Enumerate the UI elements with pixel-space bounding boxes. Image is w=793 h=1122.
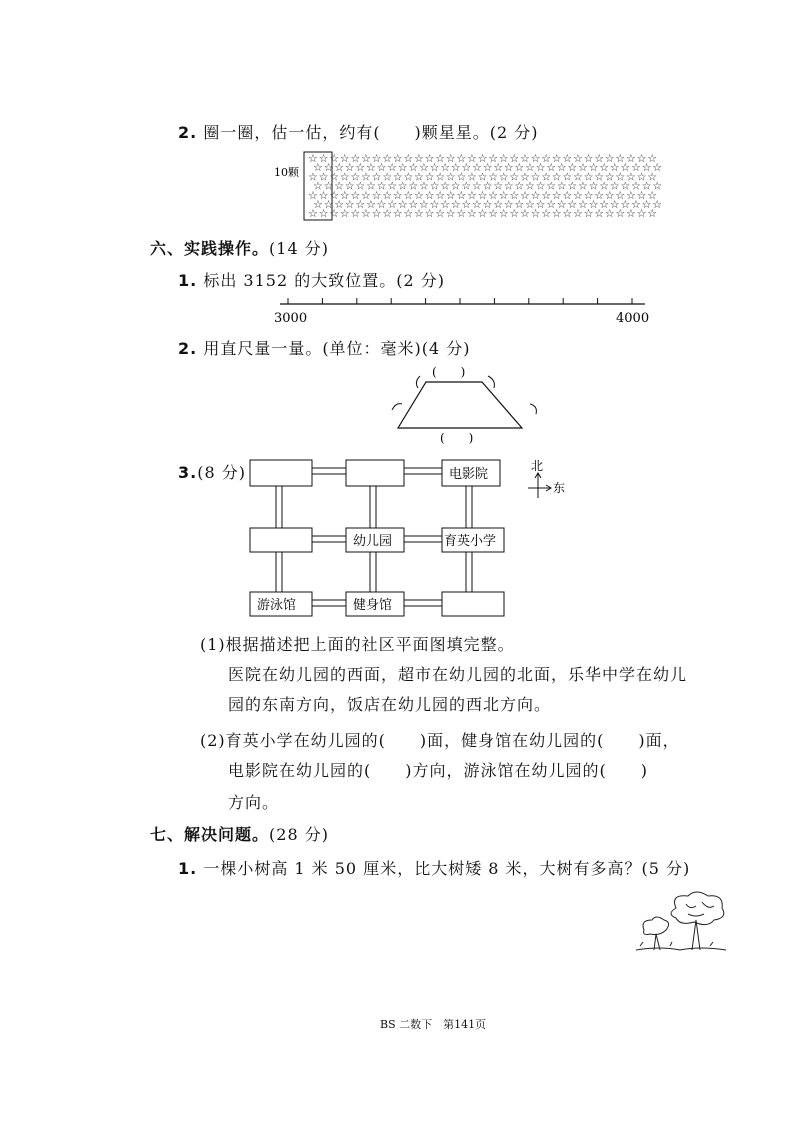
q6-3-sub1-line2: 园的东南方向，饭店在幼儿园的西北方向。 xyxy=(228,695,552,714)
star-mark: ☆ xyxy=(482,179,493,193)
star-mark: ☆ xyxy=(588,161,599,175)
star-mark: ☆ xyxy=(382,207,393,221)
star-mark: ☆ xyxy=(387,161,398,175)
star-mark: ☆ xyxy=(334,179,345,193)
compass-north-label: 北 xyxy=(531,459,544,473)
star-mark: ☆ xyxy=(461,198,472,211)
star-mark: ☆ xyxy=(414,152,424,165)
q5-2-line xyxy=(178,120,539,143)
star-mark: ☆ xyxy=(636,207,647,221)
star-mark: ☆ xyxy=(594,207,605,221)
star-mark: ☆ xyxy=(488,207,499,221)
star-mark: ☆ xyxy=(509,170,520,184)
star-mark: ☆ xyxy=(403,188,414,202)
q6-3-sub2-line3: 方向。 xyxy=(228,793,280,812)
star-mark: ☆ xyxy=(556,161,567,175)
star-mark: ☆ xyxy=(329,188,340,202)
star-mark: ☆ xyxy=(626,152,636,165)
star-mark: ☆ xyxy=(503,179,514,193)
q6-2-number: 2. xyxy=(178,339,198,358)
star-mark: ☆ xyxy=(467,207,477,221)
star-mark: ☆ xyxy=(641,179,652,193)
map-box-west xyxy=(250,528,312,552)
page-footer: BS 二数下 第141页 xyxy=(380,1018,487,1031)
map-box-northwest xyxy=(250,460,312,486)
section7-title: 七、解决问题。 xyxy=(150,825,270,844)
star-mark: ☆ xyxy=(376,161,387,175)
map-label-gym: 健身馆 xyxy=(353,598,393,613)
star-mark: ☆ xyxy=(583,152,594,165)
star-mark: ☆ xyxy=(339,170,350,184)
star-mark: ☆ xyxy=(573,207,583,221)
star-mark: ☆ xyxy=(450,179,461,193)
star-mark: ☆ xyxy=(308,152,318,165)
star-mark: ☆ xyxy=(424,170,435,184)
star-mark: ☆ xyxy=(461,179,472,193)
star-mark: ☆ xyxy=(498,170,509,184)
star-mark: ☆ xyxy=(520,170,530,184)
number-line xyxy=(270,290,660,330)
left-side-paren-mark xyxy=(392,404,402,410)
star-mark: ☆ xyxy=(361,207,371,221)
star-mark: ☆ xyxy=(647,170,658,184)
star-mark: ☆ xyxy=(551,170,562,184)
star-mark: ☆ xyxy=(414,188,424,202)
star-mark: ☆ xyxy=(620,179,631,193)
section7-score: (28 分) xyxy=(269,825,329,844)
star-mark: ☆ xyxy=(530,152,541,165)
star-mark: ☆ xyxy=(488,188,499,202)
star-mark: ☆ xyxy=(493,179,504,193)
trapezoid-shape xyxy=(398,382,522,428)
star-mark: ☆ xyxy=(376,179,387,193)
star-mark: ☆ xyxy=(445,170,456,184)
star-mark: ☆ xyxy=(392,207,403,221)
star-mark: ☆ xyxy=(498,188,509,202)
star-mark: ☆ xyxy=(445,207,456,221)
star-mark: ☆ xyxy=(583,170,594,184)
star-mark: ☆ xyxy=(541,170,552,184)
star-mark: ☆ xyxy=(609,179,620,193)
star-mark: ☆ xyxy=(525,161,535,175)
star-mark: ☆ xyxy=(414,207,424,221)
star-mark: ☆ xyxy=(514,198,525,211)
q6-3-score: (8 分) xyxy=(197,463,246,482)
star-mark: ☆ xyxy=(440,198,451,211)
star-mark: ☆ xyxy=(604,152,615,165)
star-mark: ☆ xyxy=(339,188,350,202)
star-mark: ☆ xyxy=(419,179,429,193)
star-mark: ☆ xyxy=(530,170,541,184)
star-mark: ☆ xyxy=(477,188,488,202)
star-mark: ☆ xyxy=(467,170,477,184)
map-box-southeast xyxy=(442,592,504,616)
star-mark: ☆ xyxy=(530,188,541,202)
star-mark: ☆ xyxy=(520,152,530,165)
star-mark: ☆ xyxy=(429,179,440,193)
star-mark: ☆ xyxy=(520,188,530,202)
star-mark: ☆ xyxy=(562,152,573,165)
star-mark: ☆ xyxy=(583,207,594,221)
star-mark: ☆ xyxy=(647,152,658,165)
star-mark: ☆ xyxy=(376,198,387,211)
star-mark: ☆ xyxy=(609,161,620,175)
star-mark: ☆ xyxy=(615,152,626,165)
star-mark: ☆ xyxy=(435,188,446,202)
star-mark: ☆ xyxy=(647,188,658,202)
q6-3-sub2-line2: 电影院在幼儿园的( )方向，游泳馆在幼儿园的( ) xyxy=(228,761,648,780)
star-mark: ☆ xyxy=(652,179,663,193)
star-mark: ☆ xyxy=(588,179,599,193)
star-mark: ☆ xyxy=(578,179,588,193)
star-mark: ☆ xyxy=(344,198,355,211)
star-mark: ☆ xyxy=(652,198,663,211)
star-mark: ☆ xyxy=(604,207,615,221)
star-mark: ☆ xyxy=(641,161,652,175)
q6-3-sub1-line1: 医院在幼儿园的西面，超市在幼儿园的北面，乐华中学在幼儿 xyxy=(228,665,688,684)
star-mark: ☆ xyxy=(456,188,467,202)
star-mark: ☆ xyxy=(626,207,636,221)
map-label-cinema: 电影院 xyxy=(449,467,489,482)
star-mark: ☆ xyxy=(477,170,488,184)
star-mark: ☆ xyxy=(323,161,334,175)
star-mark: ☆ xyxy=(546,161,557,175)
star-mark: ☆ xyxy=(329,207,340,221)
q5-2-text: 圈一圈，估一估，约有( )颗星星。(2 分) xyxy=(203,123,539,142)
star-mark: ☆ xyxy=(541,207,552,221)
star-mark: ☆ xyxy=(573,170,583,184)
map-label-school: 育英小学 xyxy=(444,534,497,549)
star-mark: ☆ xyxy=(509,152,520,165)
star-mark: ☆ xyxy=(450,198,461,211)
star-mark: ☆ xyxy=(435,152,446,165)
star-mark: ☆ xyxy=(509,188,520,202)
star-mark: ☆ xyxy=(334,198,345,211)
star-mark: ☆ xyxy=(329,170,340,184)
section7-heading xyxy=(150,822,329,845)
star-mark: ☆ xyxy=(461,161,472,175)
number-line-start-label: 3000 xyxy=(274,311,308,326)
star-mark: ☆ xyxy=(403,152,414,165)
star-mark: ☆ xyxy=(636,170,647,184)
community-map xyxy=(246,456,576,622)
compass xyxy=(528,459,565,498)
q6-2-line xyxy=(178,336,471,359)
star-mark: ☆ xyxy=(467,188,477,202)
star-mark: ☆ xyxy=(355,179,366,193)
star-mark: ☆ xyxy=(424,152,435,165)
star-mark: ☆ xyxy=(594,188,605,202)
star-mark: ☆ xyxy=(387,179,398,193)
star-mark: ☆ xyxy=(456,207,467,221)
number-line-end-label: 4000 xyxy=(616,311,650,326)
q6-1-line xyxy=(178,268,445,291)
star-mark: ☆ xyxy=(641,198,652,211)
star-mark: ☆ xyxy=(419,161,429,175)
star-mark: ☆ xyxy=(477,152,488,165)
star-mark: ☆ xyxy=(567,161,578,175)
star-mark: ☆ xyxy=(318,188,329,202)
trapezoid-figure xyxy=(380,362,550,448)
star-mark: ☆ xyxy=(445,188,456,202)
star-mark: ☆ xyxy=(631,179,641,193)
star-mark: ☆ xyxy=(615,170,626,184)
star-mark: ☆ xyxy=(493,161,504,175)
star-mark: ☆ xyxy=(366,179,376,193)
star-mark: ☆ xyxy=(567,198,578,211)
star-mark: ☆ xyxy=(355,161,366,175)
star-mark: ☆ xyxy=(313,161,323,175)
star-mark: ☆ xyxy=(509,207,520,221)
star-mark: ☆ xyxy=(429,198,440,211)
star-mark: ☆ xyxy=(472,179,482,193)
star-mark: ☆ xyxy=(424,188,435,202)
star-mark: ☆ xyxy=(546,179,557,193)
star-mark: ☆ xyxy=(615,207,626,221)
star-mark: ☆ xyxy=(408,161,419,175)
star-mark: ☆ xyxy=(350,207,361,221)
star-mark: ☆ xyxy=(318,152,329,165)
star-mark: ☆ xyxy=(525,179,535,193)
star-mark: ☆ xyxy=(308,170,318,184)
star-mark: ☆ xyxy=(604,188,615,202)
right-side-paren-mark xyxy=(530,404,536,414)
star-mark: ☆ xyxy=(313,198,323,211)
star-mark: ☆ xyxy=(530,207,541,221)
star-mark: ☆ xyxy=(588,198,599,211)
star-mark: ☆ xyxy=(403,207,414,221)
star-mark: ☆ xyxy=(329,152,340,165)
star-mark: ☆ xyxy=(482,161,493,175)
star-mark: ☆ xyxy=(387,198,398,211)
star-mark: ☆ xyxy=(419,198,429,211)
top-measure-paren: ( ) xyxy=(432,365,466,379)
q6-3-sub1-label: (1)根据描述把上面的社区平面图填完整。 xyxy=(200,635,515,654)
q6-2-text: 用直尺量一量。(单位：毫米)(4 分) xyxy=(203,339,471,358)
star-mark: ☆ xyxy=(525,198,535,211)
star-mark: ☆ xyxy=(397,161,408,175)
left-top-paren-mark xyxy=(416,376,420,388)
q7-1-text: 一棵小树高 1 米 50 厘米，比大树矮 8 米，大树有多高？(5 分) xyxy=(203,859,691,878)
star-mark: ☆ xyxy=(578,161,588,175)
section6-score: (14 分) xyxy=(269,239,329,258)
star-mark: ☆ xyxy=(578,198,588,211)
star-mark: ☆ xyxy=(503,161,514,175)
star-mark: ☆ xyxy=(339,152,350,165)
q6-3-sub2-line1: (2)育英小学在幼儿园的( )面，健身馆在幼儿园的( )面， xyxy=(200,731,680,750)
star-mark: ☆ xyxy=(604,170,615,184)
star-mark: ☆ xyxy=(488,170,499,184)
star-mark: ☆ xyxy=(498,207,509,221)
star-mark: ☆ xyxy=(334,161,345,175)
number-line-ticks xyxy=(288,298,632,304)
star-mark: ☆ xyxy=(573,188,583,202)
trees-illustration xyxy=(630,890,730,954)
star-mark: ☆ xyxy=(429,161,440,175)
star-mark: ☆ xyxy=(435,170,446,184)
star-mark: ☆ xyxy=(556,198,567,211)
star-mark: ☆ xyxy=(435,207,446,221)
star-mark: ☆ xyxy=(313,179,323,193)
section6-title: 六、实践操作。 xyxy=(150,239,270,258)
star-mark: ☆ xyxy=(503,198,514,211)
star-mark: ☆ xyxy=(514,179,525,193)
star-mark: ☆ xyxy=(599,179,610,193)
star-mark: ☆ xyxy=(514,161,525,175)
map-box-north xyxy=(346,460,404,486)
star-mark: ☆ xyxy=(556,179,567,193)
star-mark: ☆ xyxy=(361,188,371,202)
star-mark: ☆ xyxy=(344,179,355,193)
star-mark: ☆ xyxy=(445,152,456,165)
star-mark: ☆ xyxy=(382,170,393,184)
star-mark: ☆ xyxy=(382,188,393,202)
star-mark: ☆ xyxy=(308,188,318,202)
star-mark: ☆ xyxy=(636,188,647,202)
star-mark: ☆ xyxy=(631,198,641,211)
star-mark: ☆ xyxy=(323,198,334,211)
star-mark: ☆ xyxy=(599,198,610,211)
star-mark: ☆ xyxy=(371,170,382,184)
section6-heading xyxy=(150,236,329,259)
star-mark: ☆ xyxy=(562,207,573,221)
star-mark: ☆ xyxy=(551,152,562,165)
star-mark: ☆ xyxy=(308,207,318,221)
q7-1-line xyxy=(178,856,690,879)
star-mark: ☆ xyxy=(440,179,451,193)
stars-group xyxy=(308,152,662,220)
ten-stars-label: 10颗 xyxy=(274,166,299,179)
right-top-paren-mark xyxy=(488,376,494,388)
star-mark: ☆ xyxy=(408,198,419,211)
star-mark: ☆ xyxy=(361,152,371,165)
star-mark: ☆ xyxy=(562,188,573,202)
star-mark: ☆ xyxy=(350,170,361,184)
star-mark: ☆ xyxy=(456,152,467,165)
star-mark: ☆ xyxy=(573,152,583,165)
star-mark: ☆ xyxy=(551,188,562,202)
star-mark: ☆ xyxy=(371,207,382,221)
star-mark: ☆ xyxy=(344,161,355,175)
star-mark: ☆ xyxy=(339,207,350,221)
star-mark: ☆ xyxy=(477,207,488,221)
star-mark: ☆ xyxy=(599,161,610,175)
star-mark: ☆ xyxy=(472,198,482,211)
star-mark: ☆ xyxy=(493,198,504,211)
star-mark: ☆ xyxy=(594,170,605,184)
star-mark: ☆ xyxy=(551,207,562,221)
star-mark: ☆ xyxy=(467,152,477,165)
star-mark: ☆ xyxy=(392,188,403,202)
bottom-measure-paren: ( ) xyxy=(440,431,474,445)
star-grid xyxy=(270,148,663,224)
star-mark: ☆ xyxy=(371,152,382,165)
star-mark: ☆ xyxy=(594,152,605,165)
star-mark: ☆ xyxy=(408,179,419,193)
q6-3-line xyxy=(178,460,246,483)
star-mark: ☆ xyxy=(620,198,631,211)
star-mark: ☆ xyxy=(488,152,499,165)
star-mark: ☆ xyxy=(535,161,546,175)
star-mark: ☆ xyxy=(450,161,461,175)
star-mark: ☆ xyxy=(636,152,647,165)
star-mark: ☆ xyxy=(482,198,493,211)
star-mark: ☆ xyxy=(392,170,403,184)
star-mark: ☆ xyxy=(440,161,451,175)
star-mark: ☆ xyxy=(318,207,329,221)
star-mark: ☆ xyxy=(541,188,552,202)
star-mark: ☆ xyxy=(366,198,376,211)
star-mark: ☆ xyxy=(631,161,641,175)
star-mark: ☆ xyxy=(620,161,631,175)
star-mark: ☆ xyxy=(535,198,546,211)
star-mark: ☆ xyxy=(392,152,403,165)
star-mark: ☆ xyxy=(472,161,482,175)
q6-1-number: 1. xyxy=(178,271,198,290)
star-mark: ☆ xyxy=(583,188,594,202)
star-mark: ☆ xyxy=(647,207,658,221)
star-mark: ☆ xyxy=(403,170,414,184)
star-mark: ☆ xyxy=(520,207,530,221)
star-mark: ☆ xyxy=(382,152,393,165)
star-mark: ☆ xyxy=(535,179,546,193)
q7-1-number: 1. xyxy=(178,859,198,878)
star-mark: ☆ xyxy=(567,179,578,193)
star-mark: ☆ xyxy=(626,188,636,202)
map-label-kindergarten: 幼儿园 xyxy=(353,534,393,549)
star-mark: ☆ xyxy=(541,152,552,165)
q6-3-number: 3. xyxy=(178,463,198,482)
star-mark: ☆ xyxy=(414,170,424,184)
star-mark: ☆ xyxy=(397,179,408,193)
star-mark: ☆ xyxy=(652,161,663,175)
star-mark: ☆ xyxy=(424,207,435,221)
star-mark: ☆ xyxy=(562,170,573,184)
star-mark: ☆ xyxy=(323,179,334,193)
star-mark: ☆ xyxy=(609,198,620,211)
star-mark: ☆ xyxy=(456,170,467,184)
q5-2-number: 2. xyxy=(178,123,198,142)
q6-1-text: 标出 3152 的大致位置。(2 分) xyxy=(203,271,445,290)
star-mark: ☆ xyxy=(350,152,361,165)
star-mark: ☆ xyxy=(361,170,371,184)
star-mark: ☆ xyxy=(546,198,557,211)
star-mark: ☆ xyxy=(318,170,329,184)
map-label-pool: 游泳馆 xyxy=(257,598,297,613)
star-mark: ☆ xyxy=(350,188,361,202)
star-mark: ☆ xyxy=(397,198,408,211)
star-mark: ☆ xyxy=(366,161,376,175)
star-mark: ☆ xyxy=(626,170,636,184)
star-mark: ☆ xyxy=(371,188,382,202)
star-mark: ☆ xyxy=(355,198,366,211)
star-mark: ☆ xyxy=(498,152,509,165)
star-mark: ☆ xyxy=(615,188,626,202)
compass-east-label: 东 xyxy=(553,481,566,495)
